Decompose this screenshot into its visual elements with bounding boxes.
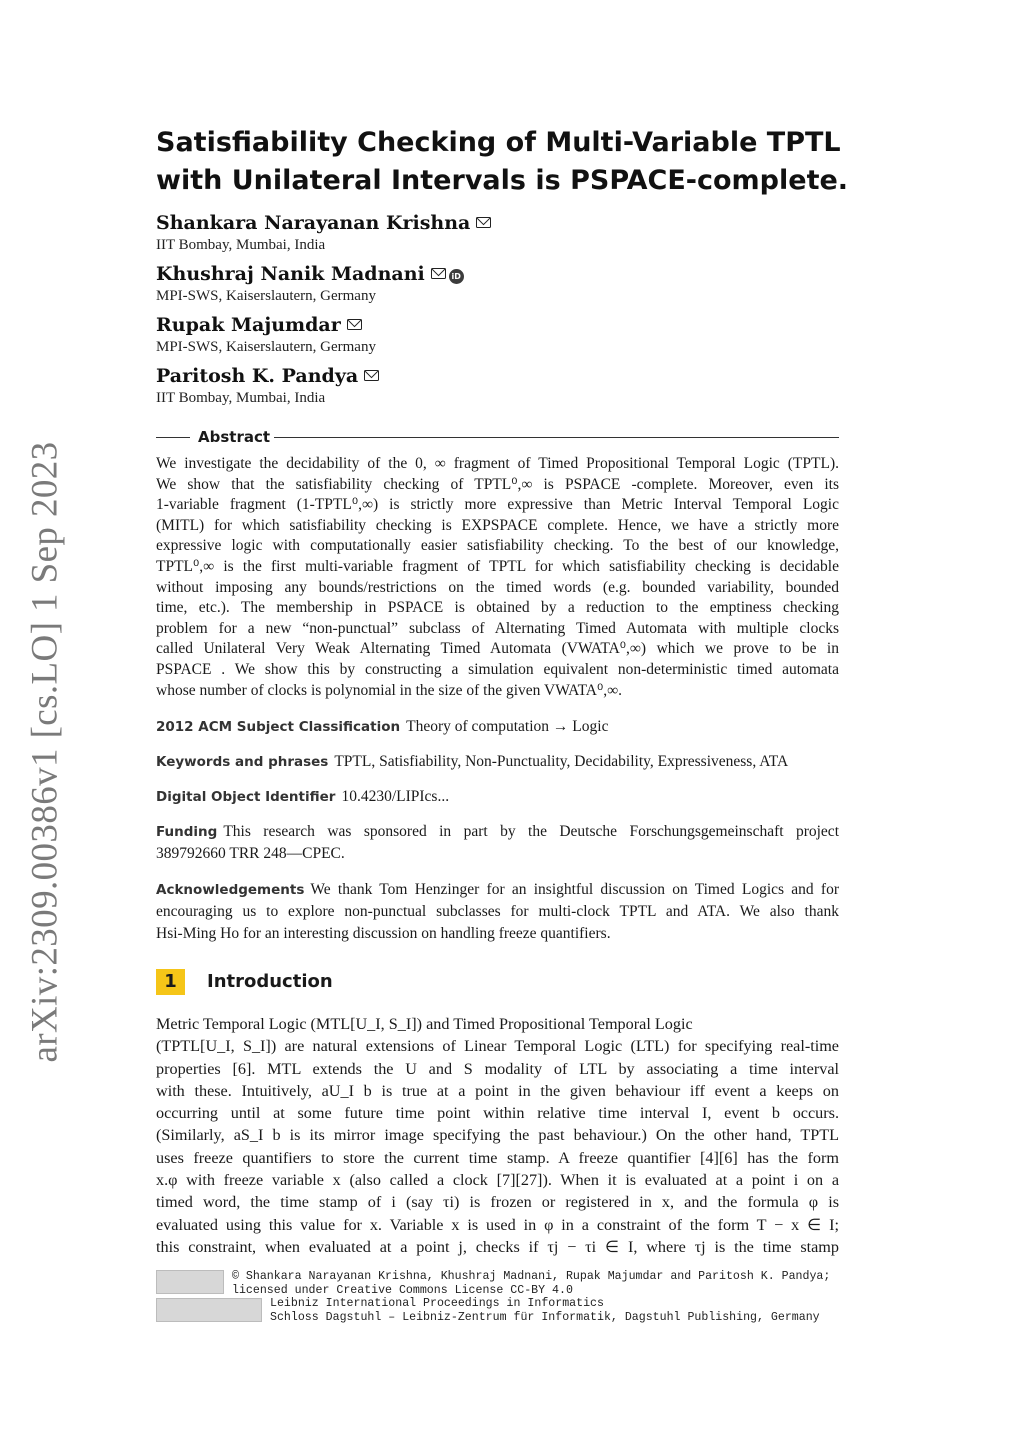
author-name: Khushraj Nanik Madnani [156,263,425,285]
intro-line: properties [6]. MTL extends the U and S modality of LTL by associating a time interval [156,1059,839,1078]
abstract-line: whose number of clocks is polynomial in the size of the given VWATA⁰,∞. [156,681,623,699]
title-line-1: Satisfiability Checking of Multi-Variable TPTL [156,127,841,158]
author-affiliation: MPI-SWS, Kaiserslautern, Germany [156,288,376,304]
arxiv-identifier: arXiv:2309.00386v1 [cs.LO] 1 Sep 2023 [24,441,66,1063]
email-icon[interactable] [476,217,491,228]
introduction-text [156,1013,839,1258]
author-name: Shankara Narayanan Krishna [156,212,471,234]
abstract-line: TPTL⁰,∞ is the first multi-variable fragment of TPTL for which satisfiability checking is decidable [156,557,839,575]
author-block [156,211,491,255]
funding-label: Funding [156,824,218,840]
abstract-line: called Unilateral Very Weak Alternating Timed Automata (VWATA⁰,∞) which we prove to be in [156,640,839,658]
abstract-line: We show that the satisfiability checking of TPTL⁰,∞ is PSPACE -complete. Moreover, even its [156,475,839,493]
acknowledgements-line: We thank Tom Henzinger for an insightful discussion on Timed Logics and for [310,881,839,898]
classification-value: Theory of computation → Logic [406,718,609,735]
doi-link[interactable]: 10.4230/LIPIcs... [341,788,450,805]
email-icon[interactable] [431,268,446,279]
abstract-heading-label: Abstract [198,428,271,446]
classification-label: 2012 ACM Subject Classification [156,719,401,735]
copyright-text: © Shankara Narayanan Krishna, Khushraj Madnani, Rupak Majumdar and Paritosh K. Pandya; [232,1270,831,1283]
abstract-line: problem for a new “non-punctual” subclass of Alternating Timed Automata with multiple clocks [156,619,839,637]
abstract-line: without imposing any bounds/restrictions on the timed words (e.g. bounded variability, bounded [156,578,839,596]
acknowledgements-line: encouraging us to explore non-punctual subclasses for multi-clock TPTL and ATA. We also thank [156,903,839,920]
author-name: Rupak Majumdar [156,314,341,336]
intro-line: occurring until at some future time point within relative time interval I, event b occurs. [156,1104,839,1123]
abstract-line: (MITL) for which satisfiability checking is EXPSPACE complete. Hence, we have a strictly more [156,516,839,534]
heading-rule [156,437,190,438]
section-title: Introduction [207,971,333,992]
email-icon[interactable] [347,319,362,330]
author-affiliation: IIT Bombay, Mumbai, India [156,237,326,253]
series-text: Leibniz International Proceedings in Informatics [270,1297,604,1311]
keywords-label: Keywords and phrases [156,754,329,770]
orcid-icon[interactable]: iD [449,269,464,284]
heading-rule [274,437,839,438]
intro-line: timed word, the time stamp of i (say τi) is frozen or registered in x, and the formula φ is [156,1193,839,1212]
intro-line: Metric Temporal Logic (MTL[U_I, S_I]) and Timed Propositional Temporal Logic [156,1015,693,1033]
paper-title [156,124,856,200]
intro-line: (Similarly, aS_I b is its mirror image specifying the past behaviour.) On the other hand, TPTL [156,1126,839,1145]
abstract-line: expressive logic with computationally easier satisfiability checking. To the best of our knowledge, [156,537,839,555]
author-name: Paritosh K. Pandya [156,365,359,387]
abstract-line: PSPACE . We show this by constructing a simulation equivalent non-deterministic timed automata [156,660,839,678]
keywords-value: TPTL, Satisfiability, Non-Punctuality, Decidability, Expressiveness, ATA [334,753,789,770]
acknowledgements [156,878,839,945]
section-number: 1 [156,969,185,995]
intro-line: this constraint, when evaluated at a point j, checks if τj − τi ∈ I, where τj is the time stamp [156,1237,839,1256]
keywords [156,750,839,773]
funding [156,820,839,865]
author-block [156,313,376,357]
intro-line: uses freeze quantifiers to store the current time stamp. A freeze quantifier [4][6] has the form [156,1148,839,1167]
doi [156,785,839,808]
abstract-text [156,454,839,701]
author-block [156,364,379,408]
abstract-line: We investigate the decidability of the 0, ∞ fragment of Timed Propositional Temporal Logic (TPTL). [156,455,839,472]
abstract-line: 1-variable fragment (1-TPTL⁰,∞) is strictly more expressive than Metric Interval Temporal Logic [156,496,839,514]
abstract-heading [156,427,839,447]
acm-classification [156,715,839,738]
author-affiliation: IIT Bombay, Mumbai, India [156,390,326,406]
intro-line: x.φ with freeze variable x (also called a clock [7][27]). When it is evaluated at a point i on a [156,1171,839,1190]
cc-license-logo [156,1270,224,1294]
doi-label: Digital Object Identifier [156,789,336,805]
title-line-2: with Unilateral Intervals is PSPACE-complete. [156,165,849,196]
acknowledgements-line: Hsi-Ming Ho for an interesting discussion on handling freeze quantifiers. [156,925,611,942]
abstract-line: time, etc.). The membership in PSPACE is obtained by a reduction to the emptiness checking [156,599,839,617]
email-icon[interactable] [364,370,379,381]
publisher-text: Schloss Dagstuhl – Leibniz-Zentrum für Informatik, Dagstuhl Publishing, Germany [270,1310,820,1324]
lipics-logo [156,1298,262,1322]
acknowledgements-label: Acknowledgements [156,882,305,898]
author-affiliation: MPI-SWS, Kaiserslautern, Germany [156,339,376,355]
funding-line: This research was sponsored in part by the Deutsche Forschungsgemeinschaft project [223,823,839,840]
license-text: licensed under Creative Commons License CC-BY 4.0 [232,1283,573,1297]
arxiv-sidebar-stamp [16,441,74,1063]
intro-line: with these. Intuitively, aU_I b is true at a point in the given behaviour iff event a keeps on [156,1081,839,1100]
intro-line: (TPTL[U_I, S_I]) are natural extensions of Linear Temporal Logic (LTL) for specifying real-time [156,1037,839,1056]
funding-line: 389792660 TRR 248—CPEC. [156,845,345,862]
author-block [156,262,464,306]
intro-line: evaluated using this value for x. Variable x is used in φ in a constraint of the form T − x ∈ I; [156,1215,839,1234]
